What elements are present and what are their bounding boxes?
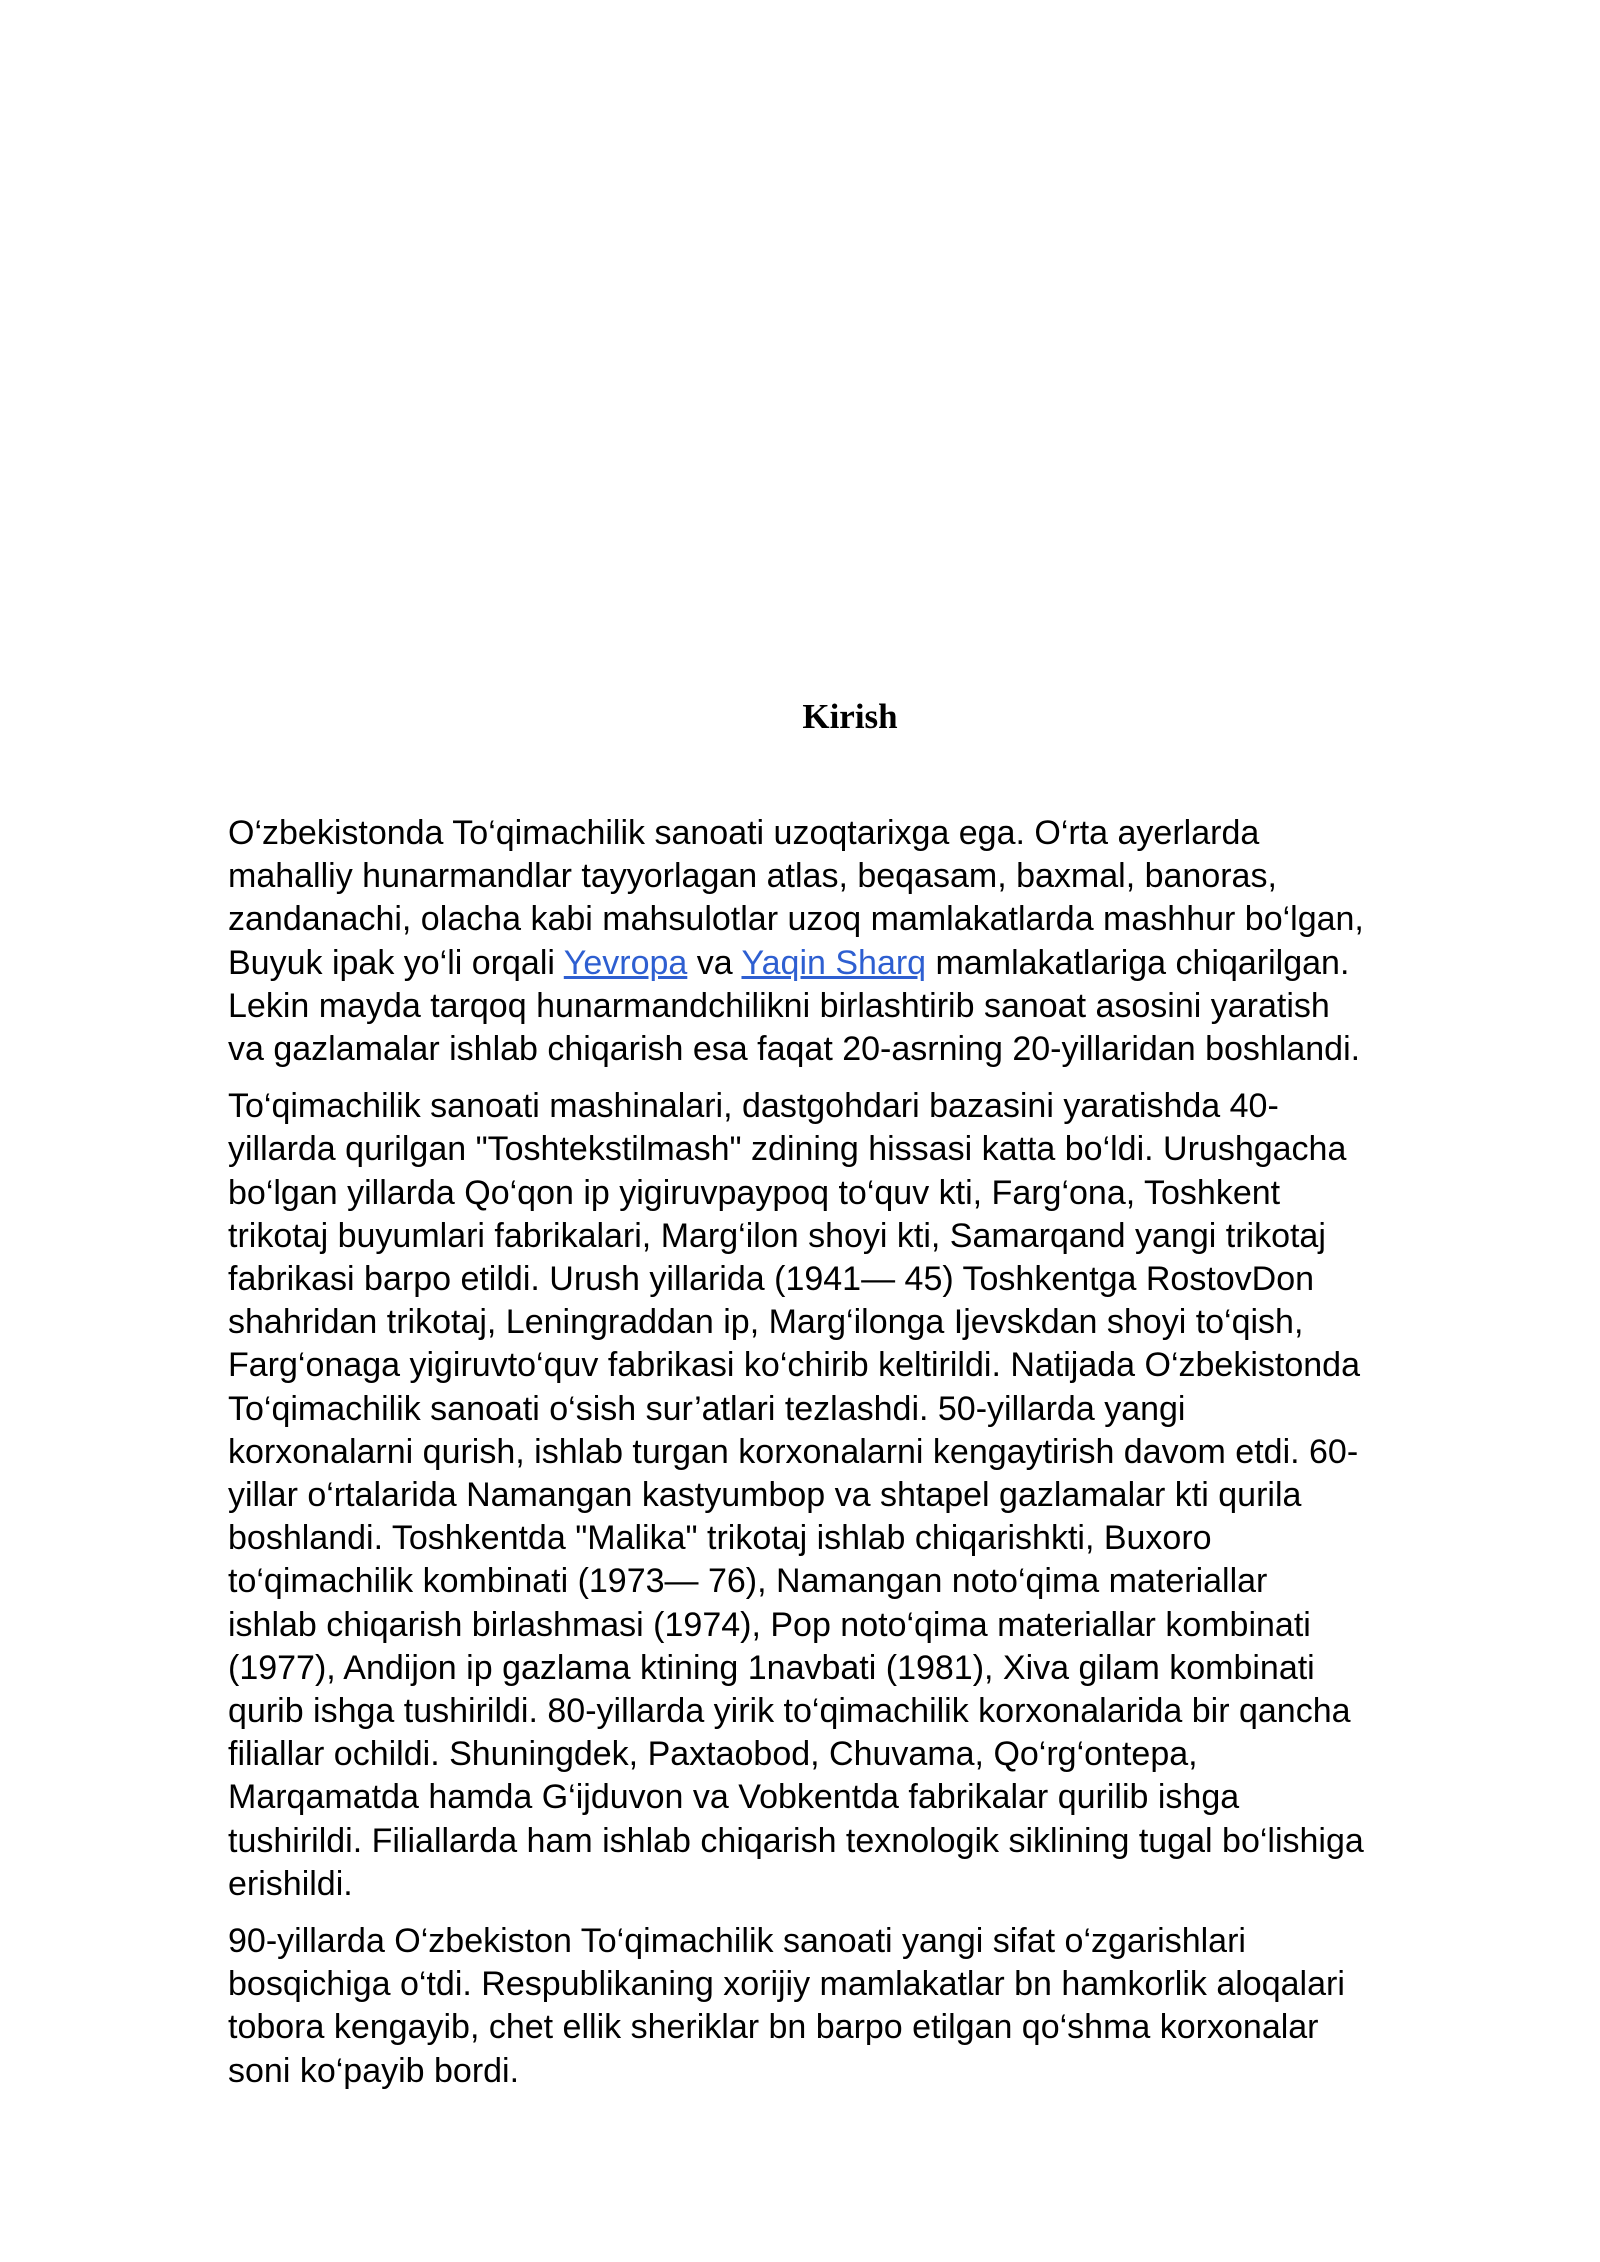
text-line: yillar o‘rtalarida Namangan kastyumbop va shtapel gazlamalar kti qurila — [228, 1476, 1302, 1515]
text-line: qurib ishga tushirildi. 80-yillarda yirik to‘qimachilik korxonalarida bir qancha — [228, 1692, 1351, 1731]
text-line: To‘qimachilik sanoati o‘sish sur’atlari tezlashdi. 50-yillarda yangi — [228, 1389, 1186, 1428]
text-line: va gazlamalar ishlab chiqarish esa faqat 20-asrning 20-yillaridan boshlandi. — [228, 1030, 1361, 1069]
text-line: Marqamatda hamda G‘ijduvon va Vobkentda fabrikalar qurilib ishga — [228, 1778, 1240, 1817]
text-line: O‘zbekistonda To‘qimachilik sanoati uzoqtarixga ega. O‘rta ayerlarda — [228, 814, 1260, 852]
text-line: bo‘lgan yillarda Qo‘qon ip yigiruvpaypoq to‘quv kti, Farg‘ona, Toshkent — [228, 1173, 1281, 1212]
text-line: yillarda qurilgan "Toshtekstilmash" zdining hissasi katta bo‘ldi. Urushgacha — [228, 1130, 1347, 1169]
paragraph-2 — [228, 1085, 1490, 1906]
text-line: soni ko‘payib bordi. — [228, 2051, 520, 2090]
text-line: shahridan trikotaj, Leningraddan ip, Marg‘ilonga Ijevskdan shoyi to‘qish, — [228, 1303, 1304, 1342]
text-line: ishlab chiqarish birlashmasi (1974), Pop noto‘qima materiallar kombinati — [228, 1605, 1311, 1644]
text-line: zandanachi, olacha kabi mahsulotlar uzoq mamlakatlarda mashhur bo‘lgan, — [228, 900, 1364, 939]
text-line: to‘qimachilik kombinati (1973— 76), Namangan noto‘qima materiallar — [228, 1562, 1268, 1601]
text-segment: Buyuk ipak yo‘li orqali — [228, 943, 564, 982]
text-line: filiallar ochildi. Shuningdek, Paxtaobod, Chuvama, Qo‘rg‘ontepa, — [228, 1735, 1198, 1774]
text-line: Farg‘onaga yigiruvto‘quv fabrikasi ko‘chirib keltirildi. Natijada O‘zbekistonda — [228, 1346, 1360, 1385]
text-line: tobora kengayib, chet ellik sheriklar bn barpo etilgan qo‘shma korxonalar — [228, 2008, 1319, 2047]
text-line: erishildi. — [228, 1864, 353, 1903]
text-line: (1977), Andijon ip gazlama ktining 1navbati (1981), Xiva gilam kombinati — [228, 1648, 1315, 1687]
page-title: Kirish — [802, 697, 898, 736]
link-yevropa[interactable]: Yevropa — [563, 943, 688, 982]
text-segment: va — [687, 943, 742, 982]
text-line: mahalliy hunarmandlar tayyorlagan atlas, beqasam, baxmal, banoras, — [228, 857, 1277, 896]
paragraph-3 — [228, 1920, 1490, 2093]
text-line: 90-yillarda O‘zbekiston To‘qimachilik sanoati yangi sifat o‘zgarishlari — [228, 1922, 1246, 1961]
text-line: trikotaj buyumlari fabrikalari, Marg‘ilon shoyi kti, Samarqand yangi trikotaj — [228, 1216, 1326, 1255]
text-line: boshlandi. Toshkentda "Malika" trikotaj ishlab chiqarishkti, Buxoro — [228, 1519, 1212, 1558]
text-line: korxonalarni qurish, ishlab turgan korxonalarni kengaytirish davom etdi. 60- — [228, 1432, 1359, 1471]
text-line: fabrikasi barpo etildi. Urush yillarida (1941— 45) Toshkentga RostovDon — [228, 1260, 1315, 1299]
text-line: bosqichiga o‘tdi. Respublikaning xorijiy mamlakatlar bn hamkorlik aloqalari — [228, 1965, 1345, 2004]
text-line: tushirildi. Filiallarda ham ishlab chiqarish texnologik siklining tugal bo‘lishiga — [228, 1821, 1364, 1860]
document-body — [228, 812, 1490, 2107]
text-line — [228, 942, 1490, 985]
link-yaqin-sharq[interactable]: Yaqin Sharq — [741, 943, 927, 982]
text-line: Lekin mayda tarqoq hunarmandchilikni birlashtirib sanoat asosini yaratish — [228, 986, 1330, 1025]
paragraph-1 — [228, 812, 1490, 1071]
text-segment: mamlakatlariga chiqarilgan. — [926, 943, 1350, 982]
text-line: To‘qimachilik sanoati mashinalari, dastgohdari bazasini yaratishda 40- — [228, 1087, 1279, 1126]
